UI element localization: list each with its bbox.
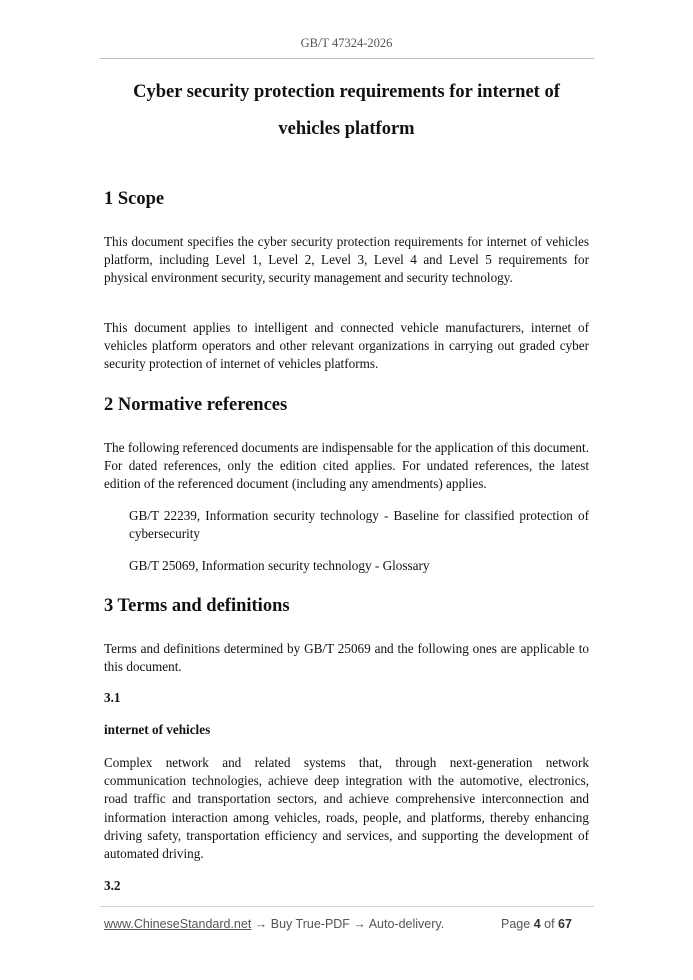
header-divider (100, 58, 594, 59)
footer-site-link[interactable]: www.ChineseStandard.net (104, 917, 252, 931)
section-heading-terms-and-definitions: 3 Terms and definitions (104, 596, 290, 616)
section-heading-normative-references: 2 Normative references (104, 395, 288, 415)
page-of-label: of (544, 917, 555, 931)
page-label: Page (501, 917, 531, 931)
footer-promo (104, 917, 444, 931)
scope-paragraph-2: This document applies to intelligent and connected vehicle manufacturers, internet of vehicles platform operators and other relevant organizations in carrying out graded cyber security protection of internet of vehicles platforms. (104, 320, 589, 372)
footer-divider (100, 906, 594, 907)
section-heading-scope: 1 Scope (104, 189, 165, 209)
normative-intro-paragraph: The following referenced documents are indispensable for the application of this document. For dated references, only the edition cited applies. For undated references, the latest edition of the referenced document (including any amendments) applies. (104, 440, 589, 492)
document-title-line-2: vehicles platform (278, 119, 415, 139)
header-standard-code: GB/T 47324-2026 (300, 36, 393, 50)
normative-reference-item: GB/T 25069, Information security technology - Glossary (129, 558, 430, 573)
term-name: internet of vehicles (104, 722, 211, 737)
page-total: 67 (558, 917, 572, 931)
footer-promo-text: → Buy True-PDF → Auto-delivery. (251, 917, 445, 931)
page-current: 4 (533, 917, 541, 931)
page-number (501, 917, 572, 931)
term-number: 3.2 (104, 878, 121, 893)
terms-intro-paragraph: Terms and definitions determined by GB/T 25069 and the following ones are applicable to this document. (104, 641, 589, 675)
normative-reference-item: GB/T 22239, Information security technology - Baseline for classified protection of cybersecurity (129, 508, 589, 542)
term-number: 3.1 (104, 690, 121, 705)
document-title-line-1: Cyber security protection requirements for internet of (133, 82, 560, 102)
term-definition: Complex network and related systems that, through next-generation network communication technologies, achieve deep integration with the automotive, electronics, road traffic and transportation sectors, and achieve comprehensive interconnection and information interaction among vehicles, roads, people, and platforms, thereby enhancing driving safety, transportation efficiency and services, and supporting the development of automated driving. (104, 755, 589, 862)
scope-paragraph-1: This document specifies the cyber security protection requirements for internet of vehicles platform, including Level 1, Level 2, Level 3, Level 4 and Level 5 requirements for physical environment security, security management and security technology. (104, 234, 589, 286)
